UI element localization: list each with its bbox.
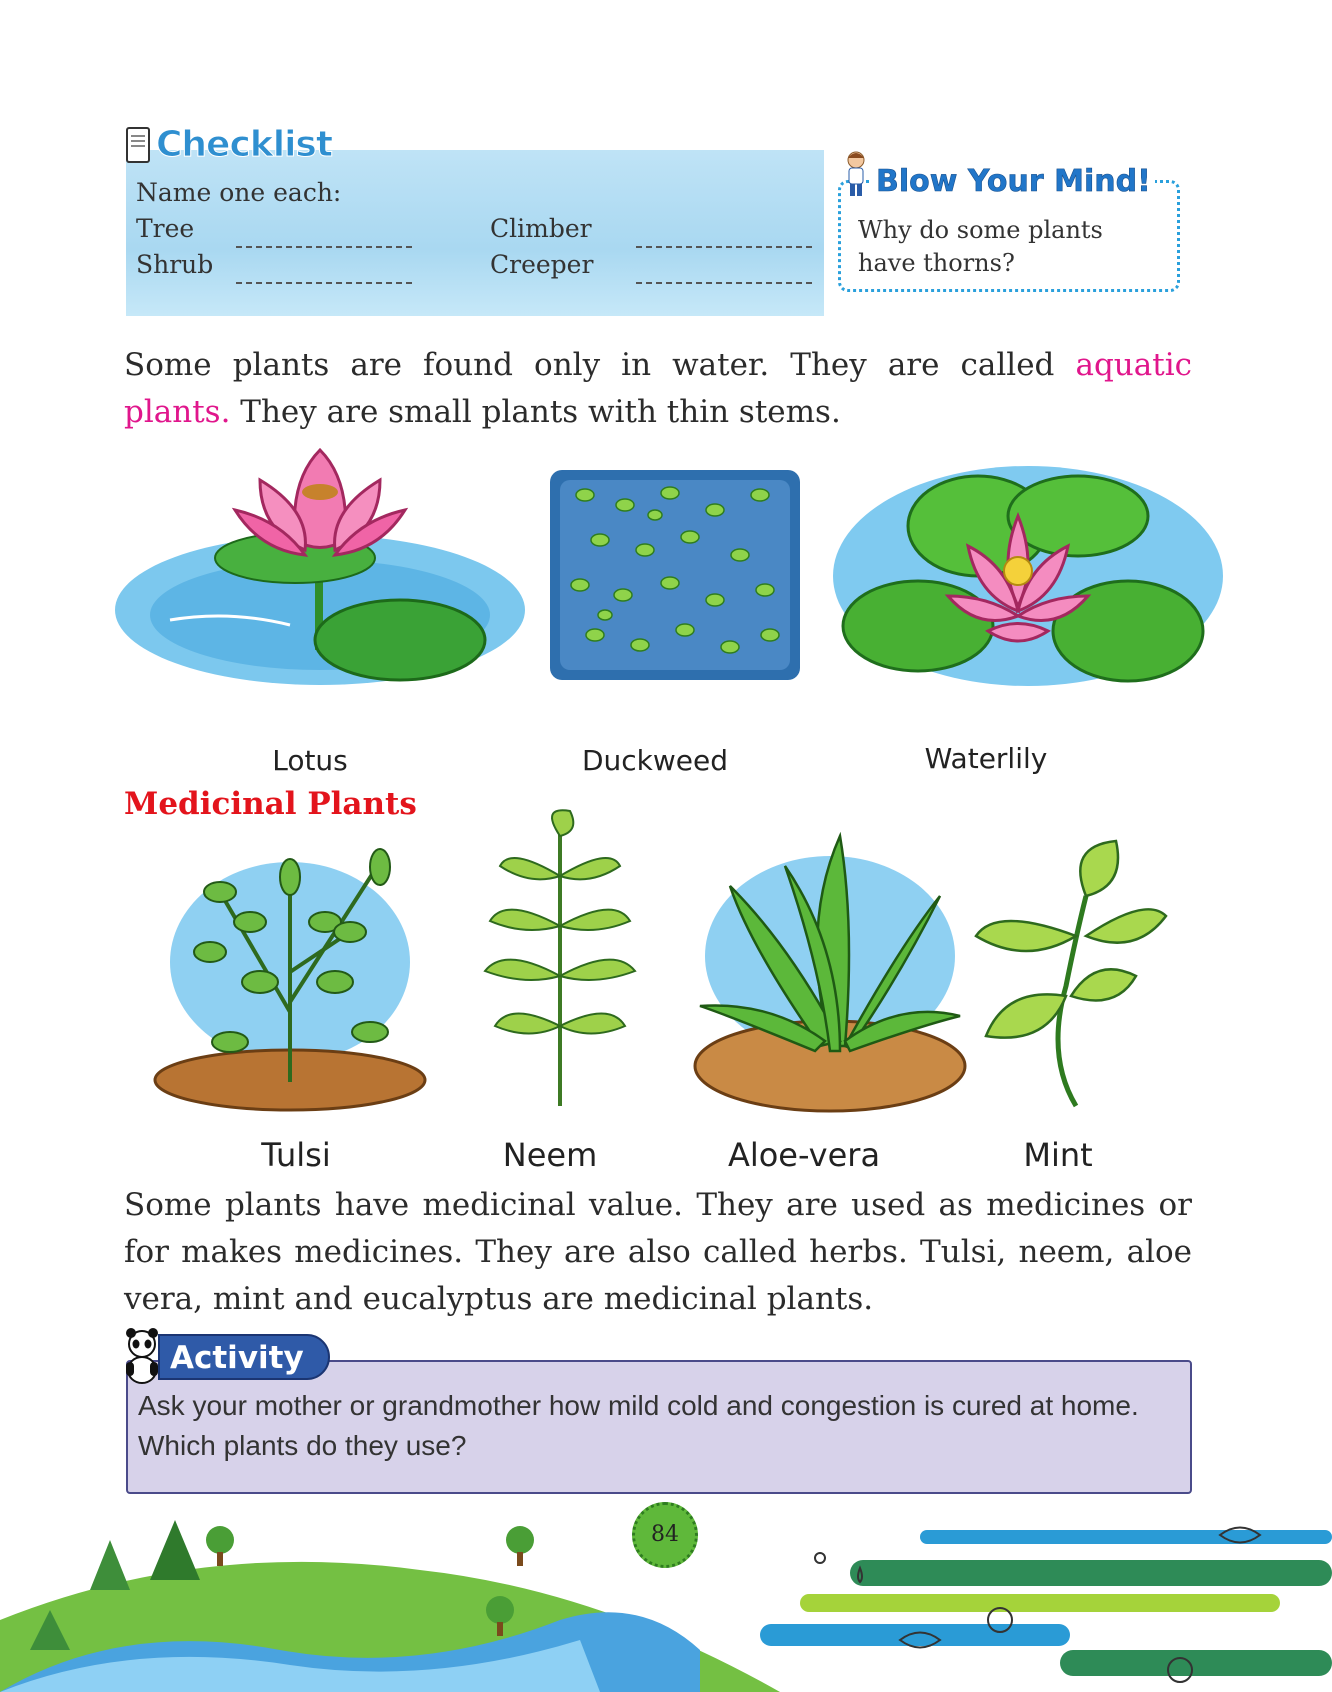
caption-neem: Neem	[502, 1136, 598, 1174]
caption-tulsi: Tulsi	[261, 1136, 331, 1174]
answer-blank-tree[interactable]	[236, 246, 412, 248]
answer-blank-shrub[interactable]	[236, 282, 412, 284]
caption-lotus: Lotus	[272, 744, 348, 777]
caption-duckweed: Duckweed	[581, 744, 729, 777]
checklist-item-tree: Tree	[136, 214, 195, 243]
aloe-vera-illustration	[690, 826, 970, 1116]
lotus-illustration	[110, 440, 530, 700]
blow-your-mind-title: Blow Your Mind!	[872, 164, 1155, 199]
blow-your-mind-question: Why do some plants have thorns?	[858, 216, 1103, 277]
medicinal-plants-heading: Medicinal Plants	[124, 786, 417, 822]
aquatic-paragraph: Some plants are found only in water. They are called aquatic plants. They are small plants with thin stems.	[124, 347, 1192, 430]
checklist-item-climber: Climber	[490, 214, 592, 243]
activity-label: Activity	[158, 1334, 330, 1380]
duckweed-illustration	[545, 465, 805, 685]
checklist-title: Checklist	[126, 124, 332, 165]
answer-blank-creeper[interactable]	[636, 282, 812, 284]
panda-icon	[122, 1328, 162, 1384]
mint-illustration	[966, 836, 1176, 1116]
medicinal-paragraph: Some plants have medicinal value. They are used as medicines or for makes medicines. They are also called herbs. Tulsi, neem, aloe vera, mint and eucalyptus are medicinal plants.	[124, 1187, 1192, 1317]
eco-stripes-decoration	[760, 1520, 1332, 1692]
notepad-icon	[126, 127, 150, 163]
checklist-prompt: Name one each:	[136, 178, 342, 207]
caption-mint: Mint	[1023, 1136, 1093, 1174]
caption-waterlily: Waterlily	[924, 742, 1048, 775]
caption-aloe-vera: Aloe-vera	[727, 1136, 881, 1174]
page-number: 84	[632, 1502, 698, 1568]
waterlily-illustration	[828, 456, 1228, 696]
checklist-item-shrub: Shrub	[136, 250, 214, 279]
checklist-item-creeper: Creeper	[490, 250, 594, 279]
checklist-box	[126, 150, 824, 316]
boy-mascot-icon	[842, 150, 870, 198]
answer-blank-climber[interactable]	[636, 246, 812, 248]
aquatic-plants-highlight: aquatic plants.	[124, 347, 1192, 430]
tulsi-illustration	[150, 832, 440, 1112]
neem-illustration	[470, 806, 650, 1116]
activity-text: Ask your mother or grandmother how mild cold and congestion is cured at home. Which plants do they use?	[138, 1390, 1139, 1461]
